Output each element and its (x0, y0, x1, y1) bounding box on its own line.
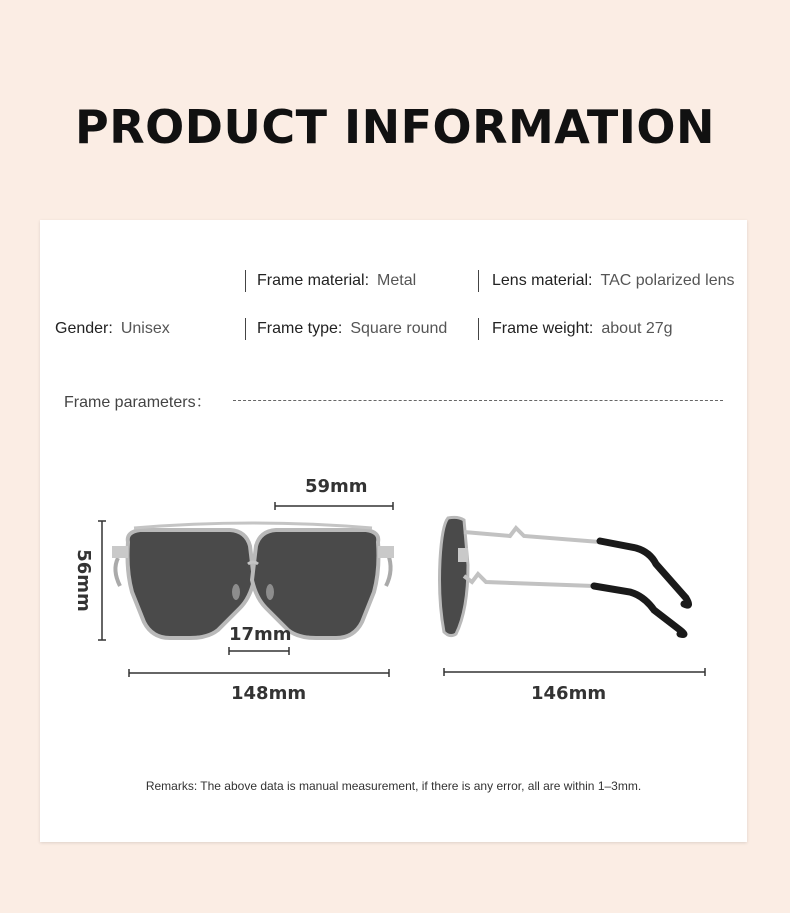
left-lens (128, 530, 255, 638)
side-view-glasses (440, 517, 689, 635)
frame-parameters-label: Frame parameters： (64, 394, 212, 411)
frame-material-value: Metal (377, 272, 417, 289)
gender-label: Gender: (55, 320, 113, 337)
gender-value: Unisex (120, 320, 170, 337)
glasses-illustration (40, 220, 747, 842)
frame-type-label: Frame type: (257, 320, 343, 337)
temple-length-label: 146mm (531, 683, 607, 704)
frame-weight-label: Frame weight: (492, 320, 594, 337)
right-lens (252, 530, 379, 638)
remarks-note: Remarks: The above data is manual measurement, if there is any error, all are within 1–3mm. (145, 779, 642, 793)
lens-height-label: 56mm (72, 549, 94, 612)
lens-material-label: Lens material: (492, 272, 593, 289)
bridge-width-label: 17mm (229, 624, 292, 645)
page-title: PRODUCT INFORMATION (75, 100, 715, 154)
lens-width-label: 59mm (305, 476, 368, 497)
frame-material-label: Frame material: (257, 272, 370, 289)
frame-weight-value: about 27g (601, 320, 673, 337)
lower-temple-tip (594, 586, 684, 635)
front-view-glasses (112, 523, 394, 638)
product-info-card (40, 220, 747, 842)
lens-material-value: TAC polarized lens (600, 272, 735, 289)
frame-width-label: 148mm (231, 683, 307, 704)
frame-type-value: Square round (350, 320, 448, 337)
